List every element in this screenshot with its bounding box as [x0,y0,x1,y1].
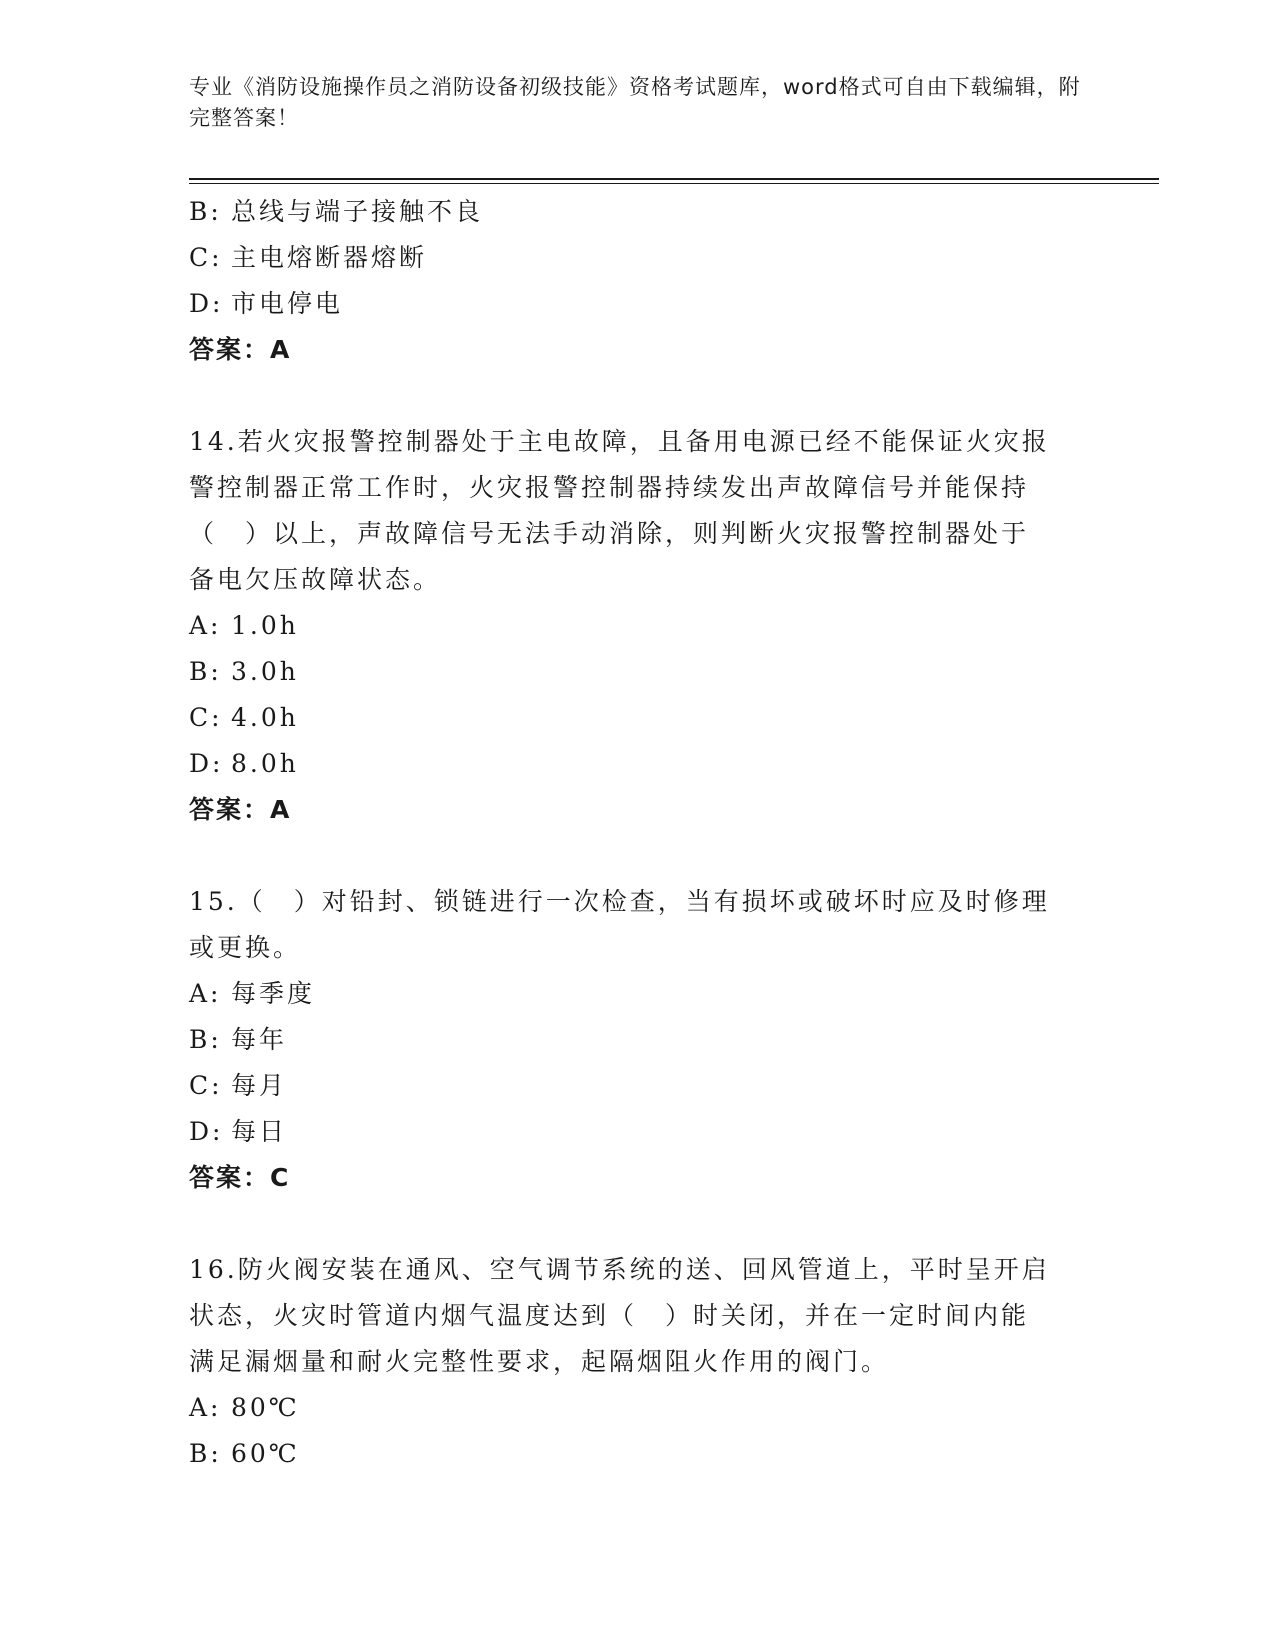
option-c: C: 4.0h [189,703,299,732]
question-text: 满足漏烟量和耐火完整性要求，起隔烟阻火作用的阀门。 [189,1347,890,1376]
option-a: A: 80℃ [189,1393,300,1422]
option-a: A: 每季度 [189,979,316,1008]
option-b: B: 60℃ [189,1439,300,1468]
option-c: C: 主电熔断器熔断 [189,243,428,272]
page-header: 专业《消防设施操作员之消防设备初级技能》资格考试题库，word格式可自由下载编辑，附完整答案！ [189,75,1081,130]
question-text: 16.防火阀安装在通风、空气调节系统的送、回风管道上，平时呈开启 [189,1255,1050,1284]
option-b: B: 总线与端子接触不良 [189,197,484,226]
option-d: D: 每日 [189,1117,288,1146]
option-a: A: 1.0h [189,611,299,640]
question-16 [189,1247,1089,1477]
answer-line: 答案：C [189,1163,291,1192]
header-divider-thin [189,183,1159,184]
question-text: 14.若火灾报警控制器处于主电故障，且备用电源已经不能保证火灾报 [189,427,1050,456]
answer-line: 答案：A [189,795,292,824]
question-text: 状态，火灾时管道内烟气温度达到（ ）时关闭，并在一定时间内能 [189,1301,1030,1330]
header-divider [189,178,1159,180]
question-14 [189,419,1089,833]
carryover-question [189,189,1089,373]
question-text: 备电欠压故障状态。 [189,565,442,594]
option-c: C: 每月 [189,1071,288,1100]
question-text: （ ）以上，声故障信号无法手动消除，则判断火灾报警控制器处于 [189,519,1030,548]
question-text: 或更换。 [189,933,302,962]
question-text: 警控制器正常工作时，火灾报警控制器持续发出声故障信号并能保持 [189,473,1030,502]
question-list [189,189,1089,1477]
question-text: 15.（ ）对铅封、锁链进行一次检查，当有损坏或破坏时应及时修理 [189,887,1050,916]
option-b: B: 每年 [189,1025,288,1054]
option-d: D: 8.0h [189,749,299,778]
answer-line: 答案：A [189,335,292,364]
option-b: B: 3.0h [189,657,299,686]
option-d: D: 市电停电 [189,289,344,318]
question-15 [189,879,1089,1201]
